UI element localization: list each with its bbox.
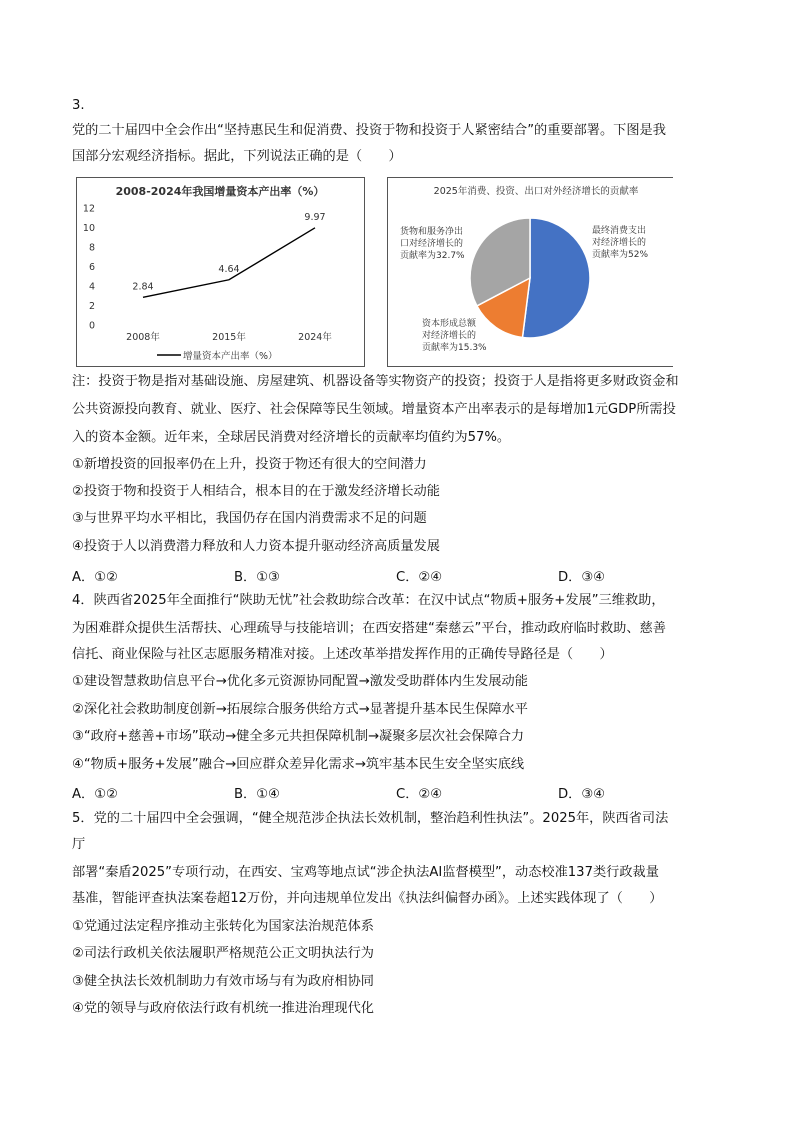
q4-item-3: ③“政府+慈善+市场”联动→健全多元共担保障机制→凝聚多层次社会保障合力: [72, 729, 525, 744]
q4-stem-line-2: 为困难群众提供生活帮扶、心理疏导与技能培训；在西安搭建“秦慈云”平台，推动政府临时救助、慈善: [72, 621, 666, 636]
q3-item-4: ④投资于人以消费潜力释放和人力资本提升驱动经济高质量发展: [72, 539, 440, 554]
q5-stem-line-2: 厅: [72, 837, 86, 852]
legend: [157, 350, 278, 362]
q4-option-a[interactable]: A．①②: [72, 787, 118, 802]
q3-option-d[interactable]: D．③④: [558, 570, 605, 585]
chart-title: 2008-2024年我国增量资本产出率（%）: [115, 185, 325, 198]
growth-contribution-pie-chart: [388, 178, 673, 366]
pie-slice-label: 贡献率为32.7%: [400, 251, 465, 261]
y-tick-label: 12: [82, 203, 95, 215]
q3-option-b[interactable]: B．①③: [234, 570, 280, 585]
y-tick-label: 2: [88, 301, 95, 312]
q5-stem-line-3: 部署“秦盾2025”专项行动，在西安、宝鸡等地点试“涉企执法AI监督模型”，动态校准137类行政裁量: [72, 865, 659, 880]
pie-slice-label: 贡献率为15.3%: [422, 343, 487, 353]
q3-option-a[interactable]: A．①②: [72, 570, 118, 585]
q4-option-b[interactable]: B．①④: [234, 787, 280, 802]
q5-stem-line-1: 5．党的二十届四中全会强调，“健全规范涉企执法长效机制，整治趋利性执法”。2025年，陕西省司法: [72, 811, 669, 826]
x-tick-label: 2008年: [126, 332, 160, 343]
q4-item-1: ①建设智慧救助信息平台→优化多元资源协同配置→激发受助群体内生发展动能: [72, 674, 528, 689]
incremental-capital-output-ratio-chart: [77, 178, 364, 366]
legend-label: 增量资本产出率（%）: [183, 351, 278, 362]
pie-slice-label: 对经济增长的: [592, 238, 647, 248]
y-tick-label: 6: [88, 262, 95, 273]
note-line-2: 公共资源投向教育、就业、医疗、社会保障等民生领域。增量资本产出率表示的是每增加1元GDP所需投: [72, 402, 676, 417]
q4-options: [72, 783, 712, 801]
question-3-stem-line-2: 国部分宏观经济指标。据此，下列说法正确的是（ ）: [72, 149, 402, 164]
q5-item-3: ③健全执法长效机制助力有效市场与有为政府相协同: [72, 974, 374, 989]
pie-slice-label: 对经济增长的: [422, 331, 477, 341]
pie-chart-box: [387, 177, 673, 367]
pie-slice-label: 口对经济增长的: [400, 239, 464, 249]
question-3-number: 3.: [72, 98, 85, 113]
y-tick-label: 0: [88, 320, 95, 332]
question-3-stem-line-1: 党的二十届四中全会作出“坚持惠民生和促消费、投资于物和投资于人紧密结合”的重要部署。下图是我: [72, 123, 666, 138]
q3-item-1: ①新增投资的回报率仍在上升，投资于物还有很大的空间潜力: [72, 457, 427, 472]
q4-stem-line-1: 4．陕西省2025年全面推行“陕助无忧”社会救助综合改革：在汉中试点“物质+服务+发展”三维救助，: [72, 593, 665, 608]
q5-item-2: ②司法行政机关依法履职严格规范公正文明执法行为: [72, 946, 374, 961]
q4-item-2: ②深化社会救助制度创新→拓展综合服务供给方式→显著提升基本民生保障水平: [72, 702, 528, 717]
y-tick-label: 8: [88, 242, 95, 254]
data-label: 2.84: [132, 281, 154, 293]
data-label: 9.97: [304, 211, 326, 223]
note-line-1: 注：投资于物是指对基础设施、房屋建筑、机器设备等实物资产的投资；投资于人是指将更多财政资金和: [72, 374, 679, 389]
pie-slice: [522, 218, 590, 338]
q3-options: [72, 566, 712, 584]
note-line-3: 入的资本金额。近年来，全球居民消费对经济增长的贡献率均值约为57%。: [72, 430, 511, 445]
q5-item-4: ④党的领导与政府依法行政有机统一推进治理现代化: [72, 1001, 374, 1016]
q3-item-2: ②投资于物和投资于人相结合，根本目的在于激发经济增长动能: [72, 484, 440, 499]
series-line: [143, 228, 315, 298]
data-label: 4.64: [218, 263, 240, 275]
chart-title: 2025年消费、投资、出口对外经济增长的贡献率: [433, 186, 639, 197]
x-tick-label: 2015年: [212, 332, 246, 343]
q4-option-c[interactable]: C．②④: [396, 787, 443, 802]
q3-option-c[interactable]: C．②④: [396, 570, 443, 585]
y-tick-label: 4: [88, 281, 95, 293]
q4-option-d[interactable]: D．③④: [558, 787, 605, 802]
y-tick-label: 10: [82, 223, 95, 234]
q3-item-3: ③与世界平均水平相比，我国仍存在国内消费需求不足的问题: [72, 511, 427, 526]
pie-slice-label: 最终消费支出: [592, 226, 647, 236]
q4-stem-line-3: 信托、商业保险与社区志愿服务精准对接。上述改革举措发挥作用的正确传导路径是（ ）: [72, 647, 613, 662]
q4-item-4: ④“物质+服务+发展”融合→回应群众差异化需求→筑牢基本民生安全坚实底线: [72, 757, 525, 772]
pie-slice-label: 资本形成总额: [422, 319, 477, 329]
q5-stem-line-4: 基准，智能评查执法案卷超12万份，并向违规单位发出《执法纠偏督办函》。上述实践体现了（ ）: [72, 891, 663, 906]
pie-slice-label: 贡献率为52%: [592, 250, 649, 260]
line-chart-box: [76, 177, 365, 367]
q5-item-1: ①党通过法定程序推动主张转化为国家法治规范体系: [72, 919, 374, 934]
x-tick-label: 2024年: [298, 332, 332, 343]
pie-slice-label: 货物和服务净出: [400, 227, 464, 237]
